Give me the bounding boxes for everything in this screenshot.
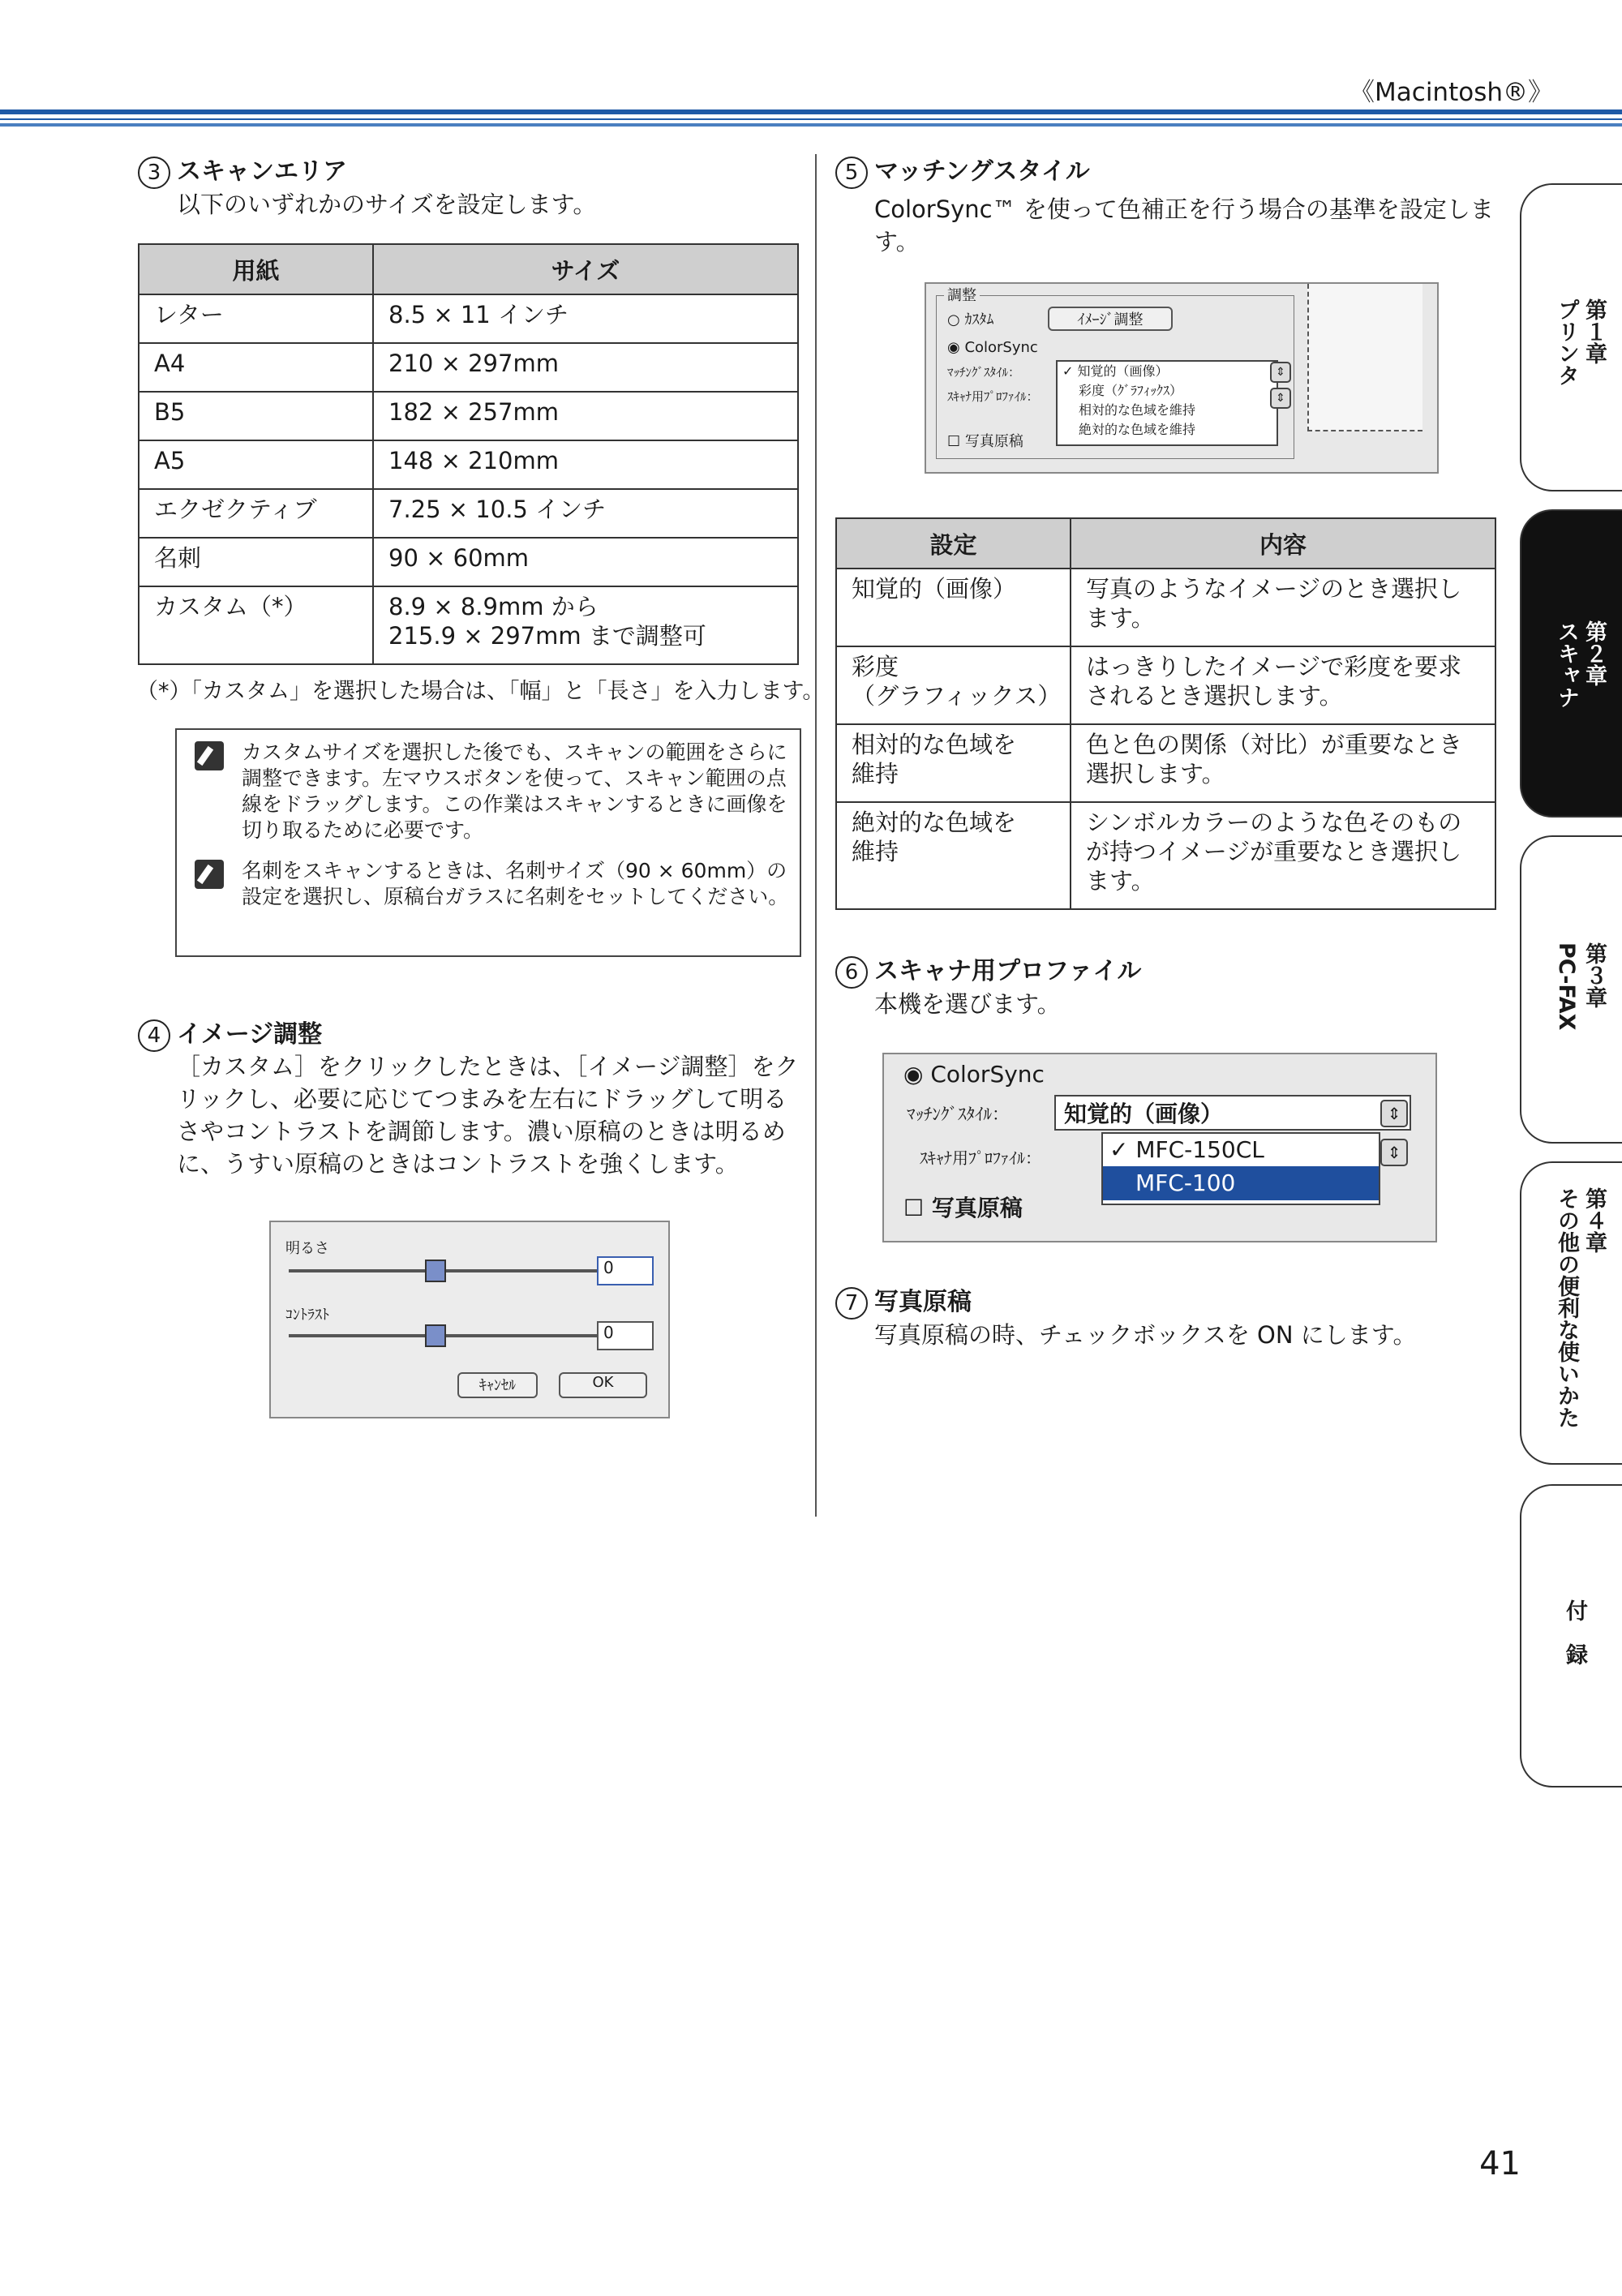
option-absolute[interactable]: 絶対的な色域を維持 <box>1079 422 1196 437</box>
radio-colorsync-label: ColorSync <box>964 339 1038 356</box>
option-mfc-150cl[interactable]: ✓ MFC-150CL <box>1109 1136 1264 1163</box>
tab-chapter2[interactable] <box>1520 509 1622 818</box>
brightness-label: 明るさ <box>285 1240 329 1257</box>
section7-desc: 写真原稿の時、チェックボックスを ON にします。 <box>874 1321 1417 1349</box>
section6-heading <box>835 951 1141 989</box>
page-number: 41 <box>1479 2145 1521 2182</box>
section6-number: 6 <box>835 956 868 989</box>
section6-title: スキャナ用プロファイル <box>874 957 1142 985</box>
matching-arrow-icon[interactable]: ⇕ <box>1270 362 1291 383</box>
option-perceptual[interactable]: ✓ 知覚的（画像） <box>1062 363 1169 379</box>
table-cell: A5 <box>139 440 373 489</box>
table-cell: 名刺 <box>139 538 373 586</box>
table-cell: シンボルカラーのような色そのものが持つイメージが重要なとき選択します。 <box>1071 802 1495 909</box>
option-relative[interactable]: 相対的な色域を維持 <box>1079 402 1196 418</box>
contrast-input[interactable]: 0 <box>597 1321 654 1350</box>
section3-title: スキャンエリア <box>177 157 347 186</box>
section6-desc: 本機を選びます。 <box>874 990 1061 1018</box>
table-cell: 8.5 × 11 インチ <box>373 294 798 343</box>
profile-list[interactable] <box>1101 1132 1380 1205</box>
matching-style-label: ﾏｯﾁﾝｸﾞｽﾀｲﾙ： <box>947 365 1021 380</box>
radio-custom-label: ｶｽﾀﾑ <box>964 311 994 328</box>
option-mfc-100[interactable]: MFC-100 <box>1103 1166 1379 1200</box>
section7-title: 写真原稿 <box>874 1288 972 1316</box>
tab-appendix[interactable] <box>1520 1484 1622 1787</box>
table-cell: エクゼクティブ <box>139 489 373 538</box>
tab-chapter1-label: 第１章 プリンタ <box>1554 298 1607 386</box>
photo-checkbox-label: 写真原稿 <box>964 433 1023 450</box>
header-rule-light <box>0 123 1622 127</box>
note-text: 名刺をスキャンするときは、名刺サイズ（90 × 60mm）の設定を選択し、原稿台ガラスに名刺をセットしてください。 <box>242 859 789 908</box>
section3-desc: 以下のいずれかのサイズを設定します。 <box>177 191 597 218</box>
table-cell: 90 × 60mm <box>373 538 798 586</box>
header-title: 《Macintosh®》 <box>1350 78 1553 107</box>
table-cell: 絶対的な色域を 維持 <box>836 802 1071 909</box>
table-cell: カスタム（*） <box>139 586 373 664</box>
note-pencil-icon <box>195 860 224 889</box>
matching-arrow-icon[interactable]: ⇕ <box>1380 1100 1408 1127</box>
note-pencil-icon <box>195 741 224 770</box>
table-cell: 182 × 257mm <box>373 392 798 440</box>
option-saturation[interactable]: 彩度（ｸﾞﾗﾌｨｯｸｽ） <box>1079 383 1183 398</box>
table-cell: はっきりしたイメージで彩度を要求されるとき選択します。 <box>1071 646 1495 724</box>
section4-heading <box>138 1014 322 1052</box>
matching-style-list[interactable] <box>1056 360 1278 446</box>
tab-chapter4-label: 第４章 その他の便利な使いかた <box>1554 1187 1607 1428</box>
photo-checkbox-label: 写真原稿 <box>931 1195 1023 1221</box>
profile-screenshot <box>882 1053 1437 1242</box>
table-cell: A4 <box>139 343 373 392</box>
section5-heading <box>835 151 1090 189</box>
section7-heading <box>835 1281 972 1320</box>
preview-area <box>1307 284 1422 431</box>
tab-appendix-label: 付 録 <box>1562 1599 1587 1665</box>
profile-label: ｽｷｬﾅ用ﾌﾟﾛﾌｧｲﾙ： <box>947 389 1039 404</box>
radio-colorsync[interactable]: ◉ ColorSync <box>903 1061 1045 1088</box>
table-header: サイズ <box>373 244 798 294</box>
tab-chapter4[interactable] <box>1520 1161 1622 1465</box>
profile-arrow-icon[interactable]: ⇕ <box>1380 1139 1408 1166</box>
table-cell: 相対的な色域を 維持 <box>836 724 1071 802</box>
column-divider <box>815 154 817 1517</box>
section4-desc: ［カスタム］をクリックしたときは、［イメージ調整］をクリックし、必要に応じてつまみを左右にドラッグして明るさやコントラストを調節します。濃い原稿のときは明るめに、うすい原稿のときはコントラストを強くします。 <box>177 1053 799 1178</box>
image-adjust-dialog <box>269 1221 670 1418</box>
note-text: カスタムサイズを選択した後でも、スキャンの範囲をさらに調整できます。左マウスボタンを使って、スキャン範囲の点線をドラッグします。この作業はスキャンするときに画像を切り取るために必要です。 <box>242 740 787 842</box>
table-header: 設定 <box>836 518 1071 569</box>
ok-button[interactable]: OK <box>559 1372 647 1398</box>
table-cell: 彩度 （グラフィックス） <box>836 646 1071 724</box>
profile-label: ｽｷｬﾅ用ﾌﾟﾛﾌｧｲﾙ： <box>920 1148 1041 1168</box>
section5-desc: ColorSync™ を使って色補正を行う場合の基準を設定します。 <box>874 195 1494 255</box>
table-cell: 知覚的（画像） <box>836 569 1071 646</box>
section3-footnote: （*）「カスタム」を選択した場合は、「幅」と「長さ」を入力します。 <box>136 679 825 704</box>
profile-arrow-icon[interactable]: ⇕ <box>1270 388 1291 409</box>
header-rule-thin <box>0 118 1622 120</box>
adjust-group-label: 調整 <box>944 284 980 305</box>
header-rule <box>0 109 1622 114</box>
section4-number: 4 <box>138 1019 170 1052</box>
matching-style-label: ﾏｯﾁﾝｸﾞｽﾀｲﾙ： <box>907 1105 1009 1124</box>
section3-number: 3 <box>138 157 170 189</box>
table-cell: 写真のようなイメージのとき選択します。 <box>1071 569 1495 646</box>
radio-colorsync[interactable]: ◉ ColorSync <box>947 339 1038 356</box>
table-header: 内容 <box>1071 518 1495 569</box>
section4-title: イメージ調整 <box>177 1020 323 1049</box>
radio-custom[interactable]: ○ ｶｽﾀﾑ <box>947 311 994 328</box>
section3-heading <box>138 151 347 189</box>
tab-chapter1[interactable] <box>1520 183 1622 491</box>
section7-number: 7 <box>835 1287 868 1320</box>
contrast-label: ｺﾝﾄﾗｽﾄ <box>285 1307 329 1324</box>
table-cell: B5 <box>139 392 373 440</box>
radio-colorsync-label: ColorSync <box>930 1061 1045 1088</box>
table-cell: 色と色の関係（対比）が重要なとき選択します。 <box>1071 724 1495 802</box>
tab-chapter3[interactable] <box>1520 835 1622 1144</box>
table-cell: 8.9 × 8.9mm から 215.9 × 297mm まで調整可 <box>373 586 798 664</box>
photo-checkbox[interactable]: ☐ 写真原稿 <box>903 1195 1023 1221</box>
brightness-input[interactable]: 0 <box>597 1256 654 1285</box>
image-adjust-button[interactable]: ｲﾒｰｼﾞ調整 <box>1048 307 1173 331</box>
note-item <box>195 740 793 843</box>
photo-checkbox[interactable]: ☐ 写真原稿 <box>947 433 1023 450</box>
matching-style-select[interactable]: 知覚的（画像） <box>1054 1095 1411 1131</box>
paper-size-table <box>138 243 799 665</box>
table-header: 用紙 <box>139 244 373 294</box>
cancel-button[interactable]: ｷｬﾝｾﾙ <box>457 1372 538 1398</box>
brightness-slider-thumb[interactable] <box>425 1260 446 1282</box>
tab-chapter2-label: 第２章 スキャナ <box>1554 620 1607 708</box>
matching-style-table <box>835 517 1496 910</box>
tab-chapter3-label: 第３章 PC-FAX <box>1554 942 1607 1031</box>
table-cell: レター <box>139 294 373 343</box>
section5-number: 5 <box>835 157 868 189</box>
table-cell: 7.25 × 10.5 インチ <box>373 489 798 538</box>
contrast-slider-thumb[interactable] <box>425 1324 446 1347</box>
table-cell: 210 × 297mm <box>373 343 798 392</box>
matching-style-screenshot <box>925 282 1439 474</box>
note-item <box>195 858 793 910</box>
section5-title: マッチングスタイル <box>874 157 1090 186</box>
note-box <box>175 728 801 957</box>
table-cell: 148 × 210mm <box>373 440 798 489</box>
